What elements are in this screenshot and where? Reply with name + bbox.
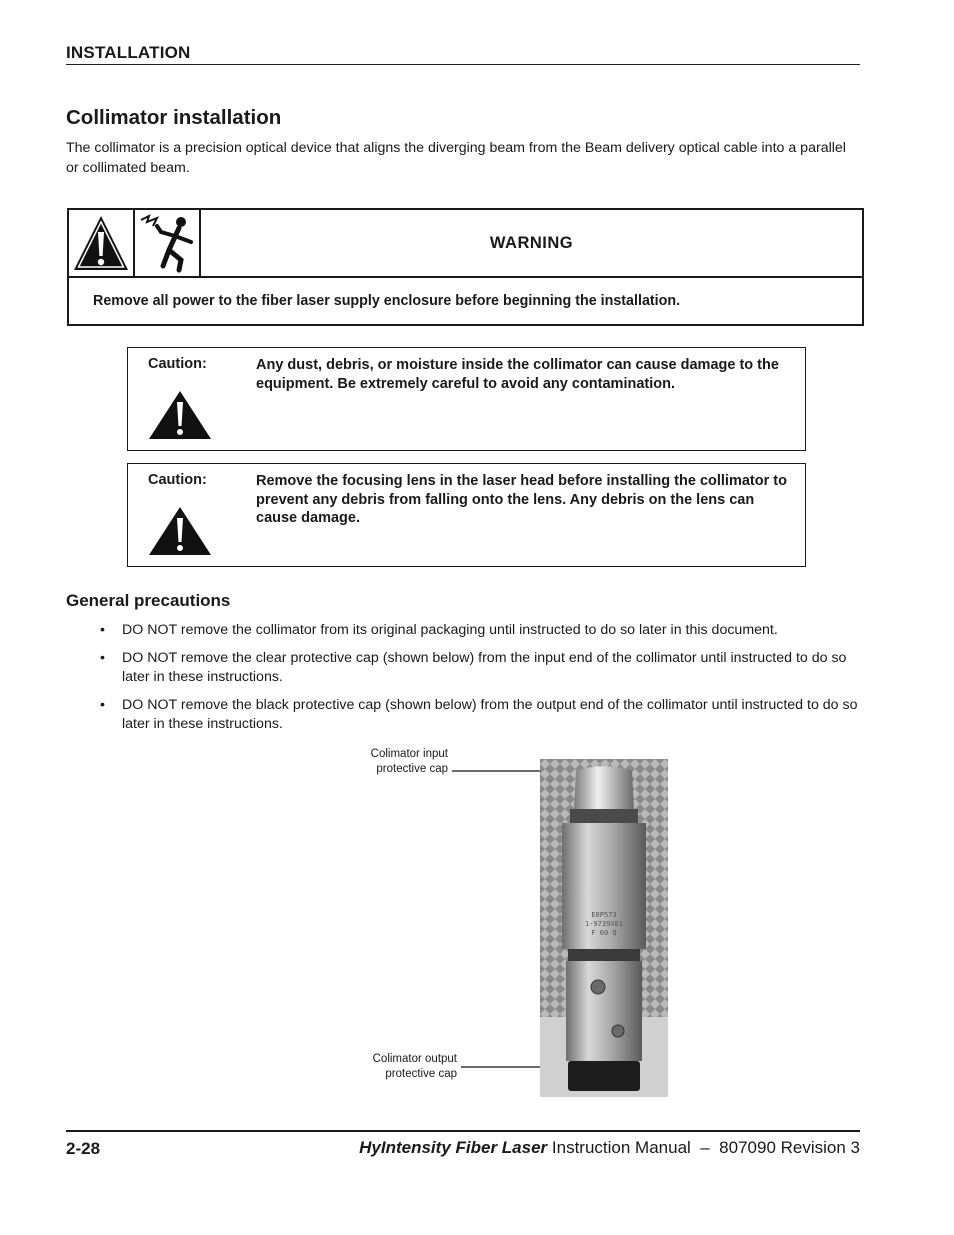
warning-text: Remove all power to the fiber laser supply enclosure before beginning the installation.: [93, 293, 681, 309]
list-item-text: DO NOT remove the collimator from its original packaging until instructed to do so later in this document.: [122, 622, 778, 638]
callout-line1: Colimator output: [372, 1053, 457, 1065]
warning-box: [67, 208, 864, 326]
footer-separator: –: [700, 1138, 710, 1157]
warning-title: WARNING: [489, 234, 574, 252]
engraving-line: F 60 Q: [591, 929, 617, 937]
caution-box: [127, 463, 806, 567]
engraving-line: 1-9739X01: [585, 920, 623, 928]
list-item: [100, 649, 860, 688]
callout-line1: Colimator input: [370, 748, 448, 760]
footer-rule: [66, 1130, 860, 1132]
input-cap-callout: [371, 747, 448, 777]
caution-triangle-icon: [148, 390, 212, 440]
list-item: [100, 621, 860, 641]
precautions-heading: General precautions: [66, 591, 231, 610]
callout-line2: protective cap: [385, 1068, 457, 1080]
footer-revision: 807090 Revision 3: [719, 1138, 860, 1157]
footer-manual: Instruction Manual: [551, 1138, 691, 1157]
header-rule: [66, 64, 860, 65]
bullet-marker: •: [100, 649, 105, 666]
electric-shock-icon: [135, 210, 199, 276]
warning-triangle-icon: [69, 210, 133, 276]
engraving-line: E0P573: [591, 911, 617, 919]
electric-shock-cell: [135, 210, 201, 276]
page-title: Collimator installation: [66, 106, 282, 129]
bullet-marker: •: [100, 622, 105, 638]
footer-title: [359, 1138, 860, 1158]
intro-paragraph: The collimator is a precision optical device that aligns the diverging beam from the Beam delivery optical cable into a parallel or collimated beam.: [66, 140, 846, 176]
section-header: INSTALLATION: [66, 43, 191, 62]
callout-line2: protective cap: [376, 763, 448, 775]
output-cap-callout: [373, 1052, 457, 1082]
page-number: 2-28: [66, 1139, 101, 1158]
caution-box: [127, 347, 806, 451]
warning-triangle-cell: [69, 210, 135, 276]
caution-label: Caution:: [148, 356, 207, 372]
caution-triangle-icon: [148, 506, 212, 556]
bullet-marker: •: [100, 696, 105, 713]
caution-label: Caution:: [148, 472, 207, 488]
footer-brand: HyIntensity Fiber Laser: [359, 1138, 548, 1157]
warning-divider: [69, 276, 862, 278]
collimator-photo: [540, 759, 668, 1097]
precautions-list: [100, 621, 860, 743]
list-item: [100, 696, 860, 735]
list-item-text: DO NOT remove the black protective cap (shown below) from the output end of the collimator until instructed to do so later in these instructions.: [122, 696, 858, 732]
caution-text: Remove the focusing lens in the laser head before installing the collimator to prevent any debris from falling onto the lens. Any debris on the lens can cause damage.: [256, 473, 787, 526]
list-item-text: DO NOT remove the clear protective cap (shown below) from the input end of the collimator until instructed to do so later in these instructions.: [122, 649, 847, 685]
caution-text: Any dust, debris, or moisture inside the collimator can cause damage to the equipment. Be extremely careful to avoid any contamination.: [256, 357, 779, 392]
